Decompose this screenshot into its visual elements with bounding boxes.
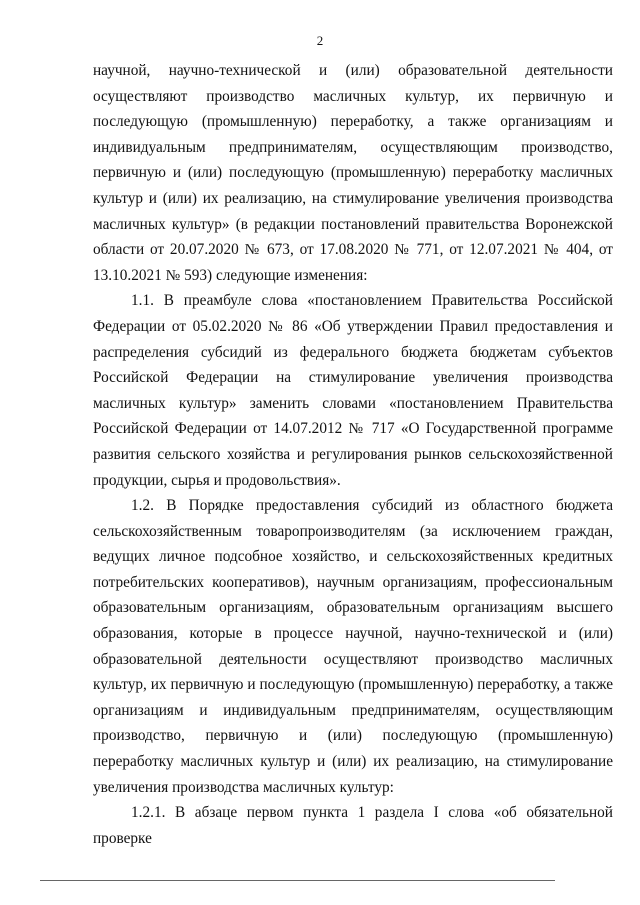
- document-body: [93, 58, 613, 851]
- footer-rule: [40, 880, 555, 881]
- paragraph-1-2-1: 1.2.1. В абзаце первом пункта 1 раздела I слова «об обязательной проверке: [93, 804, 613, 847]
- page-number: 2: [316, 33, 324, 48]
- paragraph-continuation: научной, научно-технической и (или) образовательной деятельности осуществляют производство масличных культур, их первичную и последующую (промышленную) переработку, а также организациям и индивидуальным предпринимателям, осуществляющим производство, первичную и (или) последующую (промышленную) переработку масличных культур и (или) их реализацию, на стимулирование увеличения производства масличных культур» (в редакции постановлений правительства Воронежской области от 20.07.2020 № 673, от 17.08.2020 № 771, от 12.07.2021 № 404, от 13.10.2021 № 593) следующие изменения:: [93, 62, 613, 284]
- paragraph-1-1: 1.1. В преамбуле слова «постановлением Правительства Российской Федерации от 05.02.2020 № 86 «Об утверждении Правил предоставления и распределения субсидий из федерального бюджета бюджетам субъектов Российской Федерации на стимулирование увеличения производства масличных культур» заменить словами «постановлением Правительства Российской Федерации от 14.07.2012 № 717 «О Государственной программе развития сельского хозяйства и регулирования рынков сельскохозяйственной продукции, сырья и продовольствия».: [93, 292, 613, 489]
- paragraph-1-2: 1.2. В Порядке предоставления субсидий из областного бюджета сельскохозяйственным товаропроизводителям (за исключением граждан, ведущих личное подсобное хозяйство, и сельскохозяйственных кредитных потребительских кооперативов), научным организациям, профессиональным образовательным организациям, образовательным организациям высшего образования, которые в процессе научной, научно-технической и (или) образовательной деятельности осуществляют производство масличных культур, их первичную и последующую (промышленную) переработку, а также организациям и индивидуальным предпринимателям, осуществляющим производство, первичную и (или) последующую (промышленную) переработку масличных культур и (или) их реализацию, на стимулирование увеличения производства масличных культур:: [93, 497, 613, 796]
